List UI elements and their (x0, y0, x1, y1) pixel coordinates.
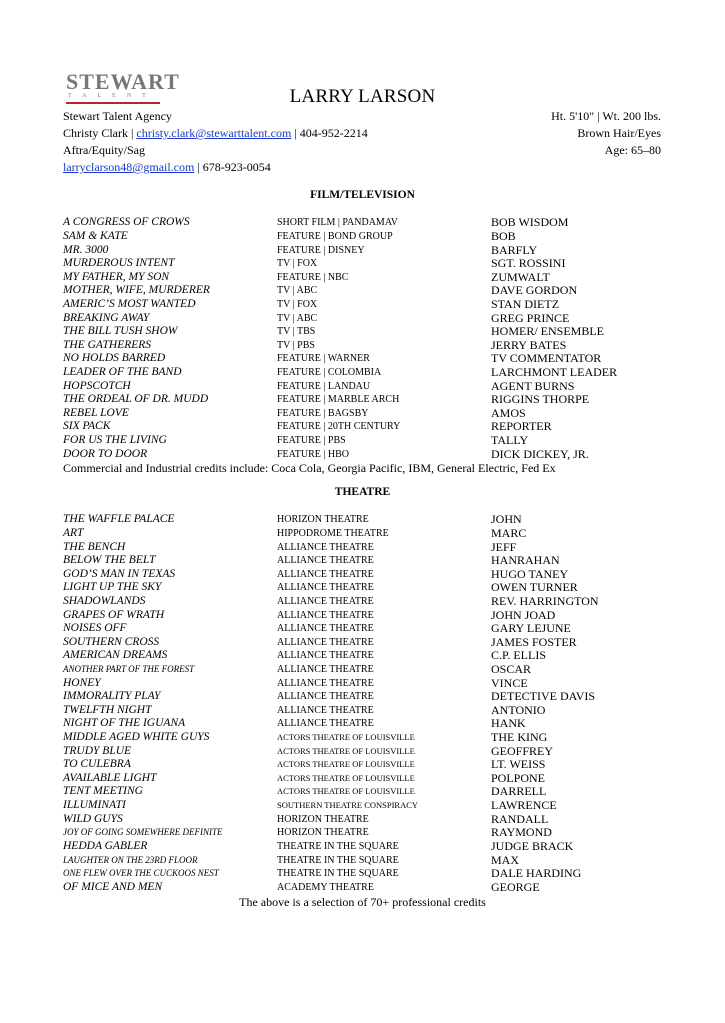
credit-title: ANOTHER PART OF THE FOREST (63, 664, 195, 674)
credit-title: TWELFTH NIGHT (63, 703, 152, 716)
credit-title: LAUGHTER ON THE 23RD FLOOR (63, 854, 198, 865)
film-tv-credits-table (63, 216, 617, 461)
credit-role: OWEN TURNER (491, 580, 578, 595)
credit-row (63, 608, 599, 622)
credit-row (63, 867, 599, 881)
credit-venue: TV | FOX (277, 298, 318, 310)
credit-row (63, 311, 617, 325)
credit-venue: THEATRE IN THE SQUARE (277, 868, 399, 880)
credit-role: HANRAHAN (491, 553, 560, 568)
credit-title: SIX PACK (63, 420, 111, 433)
credit-title: MIDDLE AGED WHITE GUYS (63, 731, 210, 744)
credit-role: BOB WISDOM (491, 215, 569, 230)
credit-title: NOISES OFF (63, 622, 127, 635)
credit-title: FOR US THE LIVING (63, 434, 167, 447)
credit-title: GOD’S MAN IN TEXAS (63, 567, 176, 580)
credit-title: GRAPES OF WRATH (63, 608, 165, 621)
credit-title: ART (63, 526, 84, 539)
credit-row (63, 785, 599, 799)
credit-row (63, 216, 617, 230)
credit-row (63, 772, 599, 786)
credit-role: DAVE GORDON (491, 283, 578, 298)
age-range: Age: 65–80 (604, 143, 661, 157)
credit-venue: FEATURE | 20TH CENTURY (277, 421, 401, 433)
contact-block (63, 108, 368, 176)
credit-venue: FEATURE | HBO (277, 448, 350, 460)
credit-role: TALLY (491, 433, 529, 448)
credit-row (63, 366, 617, 380)
credit-role: ANTONIO (491, 702, 546, 717)
credit-venue: FEATURE | NBC (277, 271, 349, 283)
credit-venue: ALLIANCE THEATRE (277, 704, 374, 716)
credit-row (63, 663, 599, 677)
credit-venue: FEATURE | COLOMBIA (277, 367, 382, 378)
credit-role: GEOFFREY (491, 743, 554, 758)
credit-role: JOHN JOAD (491, 607, 556, 622)
credit-title: AMERICAN DREAMS (63, 649, 168, 662)
credit-title: ILLUMINATI (63, 799, 126, 812)
credit-title: THE BILL TUSH SHOW (63, 325, 178, 338)
theatre-heading: THEATRE (334, 486, 391, 498)
credit-venue: ACTORS THEATRE OF LOUISVILLE (277, 786, 415, 797)
credit-role: OSCAR (491, 662, 532, 676)
credit-row (63, 379, 617, 393)
credit-venue: ALLIANCE THEATRE (277, 650, 374, 662)
personal-line (63, 159, 368, 176)
credit-venue: SHORT FILM | PANDAMAV (277, 217, 398, 229)
credit-role: GARY LEJUNE (491, 621, 571, 636)
credit-title: IMMORALITY PLAY (63, 690, 161, 703)
credit-role: HUGO TANEY (491, 566, 569, 581)
credit-venue: ALLIANCE THEATRE (277, 636, 374, 648)
credit-role: MARC (491, 525, 527, 540)
credit-role: DETECTIVE DAVIS (491, 689, 596, 704)
credit-title: THE WAFFLE PALACE (63, 513, 175, 526)
credit-role: BOB (491, 228, 516, 243)
credit-title: WILD GUYS (63, 812, 123, 825)
hair-eyes: Brown Hair/Eyes (577, 126, 661, 140)
credit-venue: FEATURE | WARNER (277, 353, 370, 365)
credit-role: BARFLY (491, 242, 538, 257)
credit-venue: THEATRE IN THE SQUARE (277, 854, 399, 866)
credit-venue: ALLIANCE THEATRE (277, 568, 374, 580)
credit-role: DALE HARDING (491, 866, 582, 881)
credits-footnote: The above is a selection of 70+ professional credits (239, 895, 486, 909)
credit-row (63, 338, 617, 352)
credit-role: DICK DICKEY, JR. (491, 446, 589, 461)
credit-venue: ACTORS THEATRE OF LOUISVILLE (277, 759, 415, 770)
credit-venue: ALLIANCE THEATRE (277, 595, 374, 607)
credit-venue: ALLIANCE THEATRE (277, 609, 374, 621)
credit-venue: TV | TBS (277, 326, 316, 338)
credit-role: LARCHMONT LEADER (491, 365, 618, 379)
credit-venue: FEATURE | LANDAU (277, 380, 371, 392)
credit-row (63, 420, 617, 434)
credit-venue: TV | FOX (277, 258, 318, 270)
credit-title: BELOW THE BELT (63, 554, 156, 567)
credit-venue: HORIZON THEATRE (277, 514, 369, 526)
agent-phone: | 404-952-2214 (291, 126, 368, 140)
credit-role: JOHN (491, 512, 522, 527)
credit-title: OF MICE AND MEN (63, 880, 163, 893)
credit-row (63, 527, 599, 541)
credit-venue: ALLIANCE THEATRE (277, 718, 374, 730)
credit-title: TENT MEETING (63, 785, 143, 798)
credit-role: REPORTER (491, 419, 552, 434)
credit-title: AVAILABLE LIGHT (63, 771, 157, 784)
credit-venue: SOUTHERN THEATRE CONSPIRACY (277, 800, 419, 811)
height-weight: Ht. 5'10" | Wt. 200 lbs. (551, 109, 661, 123)
credit-role: HANK (491, 716, 526, 731)
credit-venue: ALLIANCE THEATRE (277, 555, 374, 567)
credit-title: JOY OF GOING SOMEWHERE DEFINITE (63, 827, 223, 838)
credit-venue: TV | ABC (277, 285, 318, 297)
stats-block (551, 108, 661, 159)
credit-title: THE ORDEAL OF DR. MUDD (63, 393, 209, 406)
credit-row (63, 717, 599, 731)
credit-role: AMOS (491, 405, 526, 420)
credit-title: BREAKING AWAY (63, 311, 150, 324)
credit-row (63, 257, 617, 271)
commercial-note: Commercial and Industrial credits include: Coca Cola, Georgia Pacific, IBM, General Electric, Fed Ex (63, 461, 556, 475)
credit-row (63, 622, 599, 636)
agent-email-link[interactable]: christy.clark@stewarttalent.com (136, 126, 292, 140)
credit-title: ONE FLEW OVER THE CUCKOOS NEST (63, 868, 219, 879)
credit-row (63, 230, 617, 244)
credit-venue: TV | PBS (277, 339, 315, 351)
credit-venue: FEATURE | BOND GROUP (277, 230, 393, 242)
credit-venue: FEATURE | MARBLE ARCH (277, 394, 400, 406)
credit-venue: ALLIANCE THEATRE (277, 677, 374, 689)
credit-title: TO CULEBRA (63, 758, 131, 771)
credit-title: AMERIC’S MOST WANTED (63, 297, 196, 310)
credit-row (63, 325, 617, 339)
credit-title: HONEY (63, 676, 101, 689)
credit-row (63, 447, 617, 461)
credit-title: HOPSCOTCH (63, 379, 131, 392)
credit-role: STAN DIETZ (491, 296, 560, 311)
credit-row (63, 731, 599, 745)
credit-venue: HIPPODROME THEATRE (277, 527, 389, 539)
credit-row (63, 298, 617, 312)
credit-row (63, 826, 599, 840)
credit-role: HOMER/ ENSEMBLE (491, 324, 605, 339)
credit-row (63, 581, 599, 595)
credit-venue: THEATRE IN THE SQUARE (277, 840, 399, 852)
credit-venue: ALLIANCE THEATRE (277, 582, 374, 594)
credit-row (63, 270, 617, 284)
actor-name: LARRY LARSON (289, 86, 436, 107)
credit-row (63, 704, 599, 718)
credit-title: HEDDA GABLER (63, 839, 148, 852)
credit-venue: ALLIANCE THEATRE (277, 691, 374, 703)
credit-role: POLPONE (491, 770, 546, 785)
credit-title: LEADER OF THE BAND (63, 366, 182, 378)
credit-row (63, 352, 617, 366)
credit-title: DOOR TO DOOR (63, 447, 148, 460)
credit-role: GREG PRINCE (491, 310, 570, 325)
credit-title: SOUTHERN CROSS (63, 635, 160, 648)
credit-row (63, 284, 617, 298)
credit-role: VINCE (491, 675, 528, 690)
agent-name: Christy Clark | (63, 126, 137, 140)
credit-role: SGT. ROSSINI (491, 256, 566, 271)
credit-row (63, 554, 599, 568)
theatre-credits-table (63, 513, 599, 894)
personal-email-link[interactable]: larryclarson48@gmail.com (63, 160, 195, 174)
credit-title: REBEL LOVE (63, 406, 129, 419)
credit-row (63, 595, 599, 609)
credit-title: A CONGRESS OF CROWS (63, 216, 190, 229)
logo-wordmark: STEWART (66, 69, 180, 94)
credit-venue: ACADEMY THEATRE (277, 881, 374, 893)
credit-row (63, 758, 599, 772)
credit-row (63, 880, 599, 894)
credit-venue: ACTORS THEATRE OF LOUISVILLE (277, 745, 415, 756)
credit-role: RIGGINS THORPE (491, 392, 590, 407)
personal-phone: | 678-923-0054 (194, 160, 271, 174)
credit-row (63, 812, 599, 826)
credit-row (63, 853, 599, 867)
credit-role: JAMES FOSTER (491, 634, 577, 649)
credit-role: DARRELL (491, 784, 547, 799)
credit-venue: ALLIANCE THEATRE (277, 664, 374, 675)
credit-venue: ACTORS THEATRE OF LOUISVILLE (277, 772, 415, 783)
credit-role: JUDGE BRACK (491, 838, 574, 853)
credit-role: JEFF (491, 539, 517, 554)
credit-role: LT. WEISS (491, 757, 546, 772)
credit-row (63, 243, 617, 257)
credit-row (63, 840, 599, 854)
credit-role: MAX (491, 852, 520, 867)
credit-row (63, 513, 599, 527)
credit-title: LIGHT UP THE SKY (63, 581, 162, 594)
credit-title: MY FATHER, MY SON (63, 270, 170, 283)
credit-row (63, 540, 599, 554)
credit-row (63, 434, 617, 448)
credit-venue: FEATURE | BAGSBY (277, 407, 369, 419)
credit-title: MOTHER, WIFE, MURDERER (63, 284, 210, 297)
credit-row (63, 676, 599, 690)
credit-venue: ALLIANCE THEATRE (277, 623, 374, 635)
film-tv-heading: FILM/TELEVISION (310, 189, 415, 201)
credit-row (63, 635, 599, 649)
credit-venue: ALLIANCE THEATRE (277, 541, 374, 553)
credit-row (63, 799, 599, 813)
credit-title: MURDEROUS INTENT (63, 257, 175, 270)
credit-row (63, 393, 617, 407)
credit-row (63, 744, 599, 758)
credit-role: AGENT BURNS (491, 378, 575, 393)
credit-role: GEORGE (491, 879, 540, 894)
credit-role: RAYMOND (491, 825, 552, 840)
credit-row (63, 407, 617, 421)
credit-title: SHADOWLANDS (63, 594, 146, 607)
credit-venue: HORIZON THEATRE (277, 827, 369, 839)
credit-title: SAM & KATE (63, 229, 128, 242)
credit-title: NO HOLDS BARRED (63, 352, 166, 365)
credit-role: C.P. ELLIS (491, 648, 547, 663)
unions: Aftra/Equity/Sag (63, 143, 145, 157)
credit-role: THE KING (491, 730, 548, 745)
credit-venue: FEATURE | PBS (277, 435, 346, 447)
credit-role: LAWRENCE (491, 798, 557, 813)
credit-venue: HORIZON THEATRE (277, 813, 369, 825)
agent-line (63, 125, 368, 142)
agency-name: Stewart Talent Agency (63, 109, 172, 123)
credit-title: MR. 3000 (63, 243, 109, 256)
credit-venue: TV | ABC (277, 312, 318, 324)
credit-row (63, 567, 599, 581)
credit-title: TRUDY BLUE (63, 744, 132, 757)
logo-subtitle: TALENT (68, 93, 157, 99)
credit-title: THE GATHERERS (63, 338, 152, 351)
credit-title: THE BENCH (63, 540, 126, 553)
credit-row (63, 690, 599, 704)
credit-title: NIGHT OF THE IGUANA (63, 717, 186, 730)
credit-role: REV. HARRINGTON (491, 593, 599, 608)
credit-role: ZUMWALT (491, 269, 550, 284)
credit-venue: FEATURE | DISNEY (277, 244, 365, 256)
credit-venue: ACTORS THEATRE OF LOUISVILLE (277, 732, 415, 743)
credit-role: TV COMMENTATOR (491, 351, 602, 366)
credit-role: RANDALL (491, 811, 549, 826)
credit-role: JERRY BATES (491, 337, 567, 352)
credit-row (63, 649, 599, 663)
